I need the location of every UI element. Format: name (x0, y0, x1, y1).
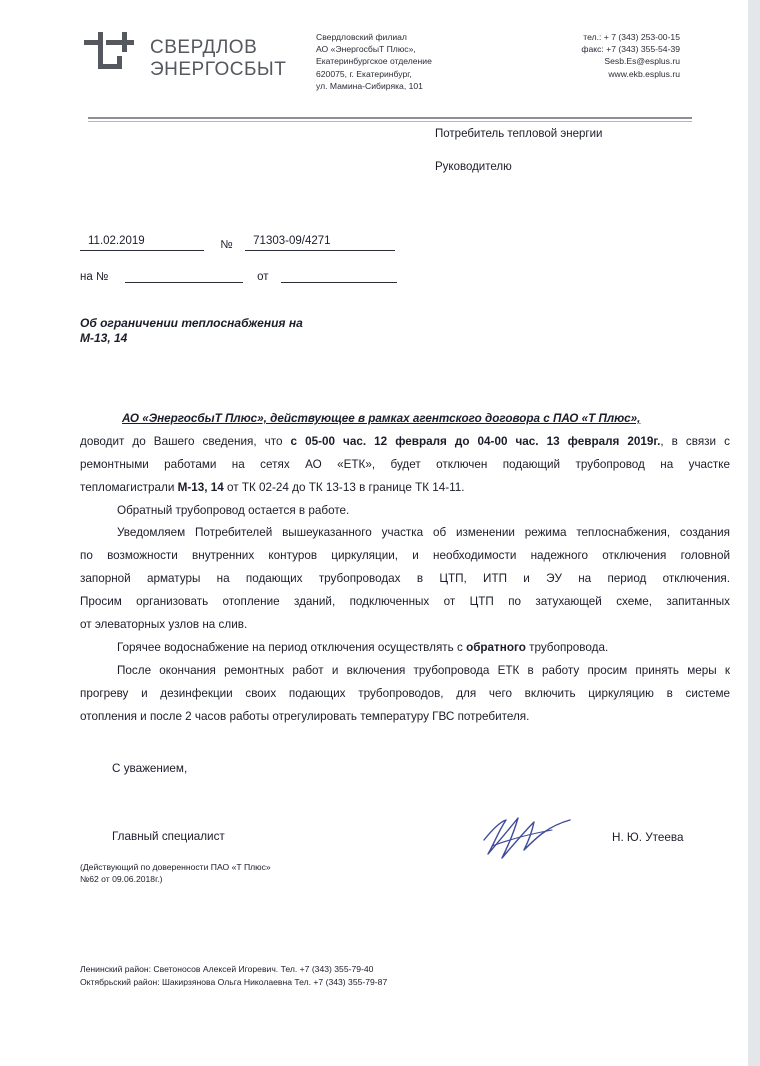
header-divider (88, 117, 692, 119)
letter-body (80, 408, 730, 728)
text-span: Горячее водоснабжение на период отключения осуществлять с (117, 640, 467, 654)
signature-icon (478, 810, 574, 864)
company-contacts (520, 31, 680, 80)
reply-number-field (125, 267, 243, 283)
letter-number: 71303-09/4271 (245, 235, 395, 251)
body-line: Просим организовать отопление зданий, подключенных от ЦТП по затухающей схеме, запитанных (80, 595, 730, 609)
body-line: прогреву и дезинфекции своих подающих трубопроводов, для чего включить циркуляцию в системе (80, 686, 730, 700)
footer-line-1: Ленинский район: Светоносов Алексей Игоревич. Тел. +7 (343) 355-79-40 (80, 964, 374, 974)
address-line: 620075, г. Екатеринбург, (316, 68, 412, 79)
text-span: доводит до Вашего сведения, что (80, 434, 291, 448)
address-line: ул. Мамина-Сибиряка, 101 (316, 80, 423, 91)
outgoing-reference (80, 235, 395, 251)
text-span: трубопровода. (525, 640, 609, 654)
letter-subject (80, 316, 303, 346)
text-span: от ТК 02-24 до ТК 13-13 в границе ТК 14-11. (223, 480, 465, 494)
body-line (80, 477, 730, 500)
footer-contacts (80, 963, 387, 988)
recipient-line-1: Потребитель тепловой энергии (435, 128, 603, 140)
subject-line-2: М-13, 14 (80, 331, 128, 345)
header-divider-thin (88, 121, 692, 122)
company-logo-icon (84, 30, 142, 78)
emphasis-return: обратного (466, 640, 526, 654)
address-line: Екатеринбургское отделение (316, 56, 432, 67)
pipeline-id: М-13, 14 (177, 480, 224, 494)
reply-label: на № (80, 271, 109, 283)
text-span: тепломагистрали (80, 480, 178, 494)
body-heading: АО «ЭнергосбыТ Плюс», действующее в рамках агентского договора с ПАО «Т Плюс», (122, 412, 641, 425)
reply-reference (80, 267, 397, 283)
footer-line-2: Октябрьский район: Шакирзянова Ольга Николаевна Тел. +7 (343) 355-79-87 (80, 976, 388, 987)
body-line: Обратный трубопровод остается в работе. (117, 503, 350, 517)
contact-phone: тел.: + 7 (343) 253-00-15 (583, 32, 680, 42)
closing-regards: С уважением, (112, 762, 188, 775)
outage-period: с 05-00 час. 12 февраля до 04-00 час. 13 февраля 2019г. (290, 434, 661, 448)
logo-line-2: ЭНЕРГОСБЫТ (150, 59, 287, 80)
letter-date: 11.02.2019 (80, 235, 204, 251)
body-line (80, 637, 730, 660)
page-edge (748, 0, 760, 1066)
body-line: от элеваторных узлов на слив. (80, 618, 248, 632)
address-line: АО «ЭнергосбыТ Плюс», (316, 44, 416, 55)
subject-line-1: Об ограничении теплоснабжения на (80, 316, 303, 330)
contact-website: www.ekb.esplus.ru (608, 68, 680, 79)
text-span: , в связи с (660, 434, 730, 448)
reply-date-field (281, 267, 397, 283)
body-line: Уведомляем Потребителей вышеуказанного участка об изменении режима теплоснабжения, создания (117, 526, 730, 540)
body-line: отопления и после 2 часов работы отрегулировать температуру ГВС потребителя. (80, 709, 530, 723)
body-line: После окончания ремонтных работ и включения трубопровода ЕТК в работу просим принять меры к (117, 663, 730, 677)
contact-email: Sesb.Es@esplus.ru (604, 56, 680, 67)
company-logo-text (150, 37, 286, 81)
from-label: от (257, 271, 269, 283)
body-line (80, 431, 730, 454)
body-line: ремонтными работами на сетях АО «ЕТК», будет отключен подающий трубопровод на участке (80, 457, 730, 471)
signer-name: Н. Ю. Утеева (612, 831, 684, 844)
proxy-line-1: (Действующий по доверенности ПАО «Т Плюс» (80, 862, 271, 872)
proxy-line-2: №62 от 09.06.2018г.) (80, 874, 163, 884)
number-label: № (220, 239, 233, 251)
signer-position: Главный специалист (112, 830, 225, 843)
contact-fax: факс: +7 (343) 355-54-39 (581, 44, 680, 55)
body-line: запорной арматуры на подающих трубопроводах в ЦТП, ИТП и ЭУ на период отключения. (80, 572, 730, 586)
address-line: Свердловский филиал (316, 32, 407, 42)
company-address (316, 31, 432, 92)
body-line: по возможности внутренних контуров циркуляции, и необходимости надежного отключения головной (80, 549, 730, 563)
proxy-note (80, 861, 271, 885)
recipient-line-2: Руководителю (435, 161, 512, 173)
logo-line-1: СВЕРДЛОВ (150, 37, 258, 58)
